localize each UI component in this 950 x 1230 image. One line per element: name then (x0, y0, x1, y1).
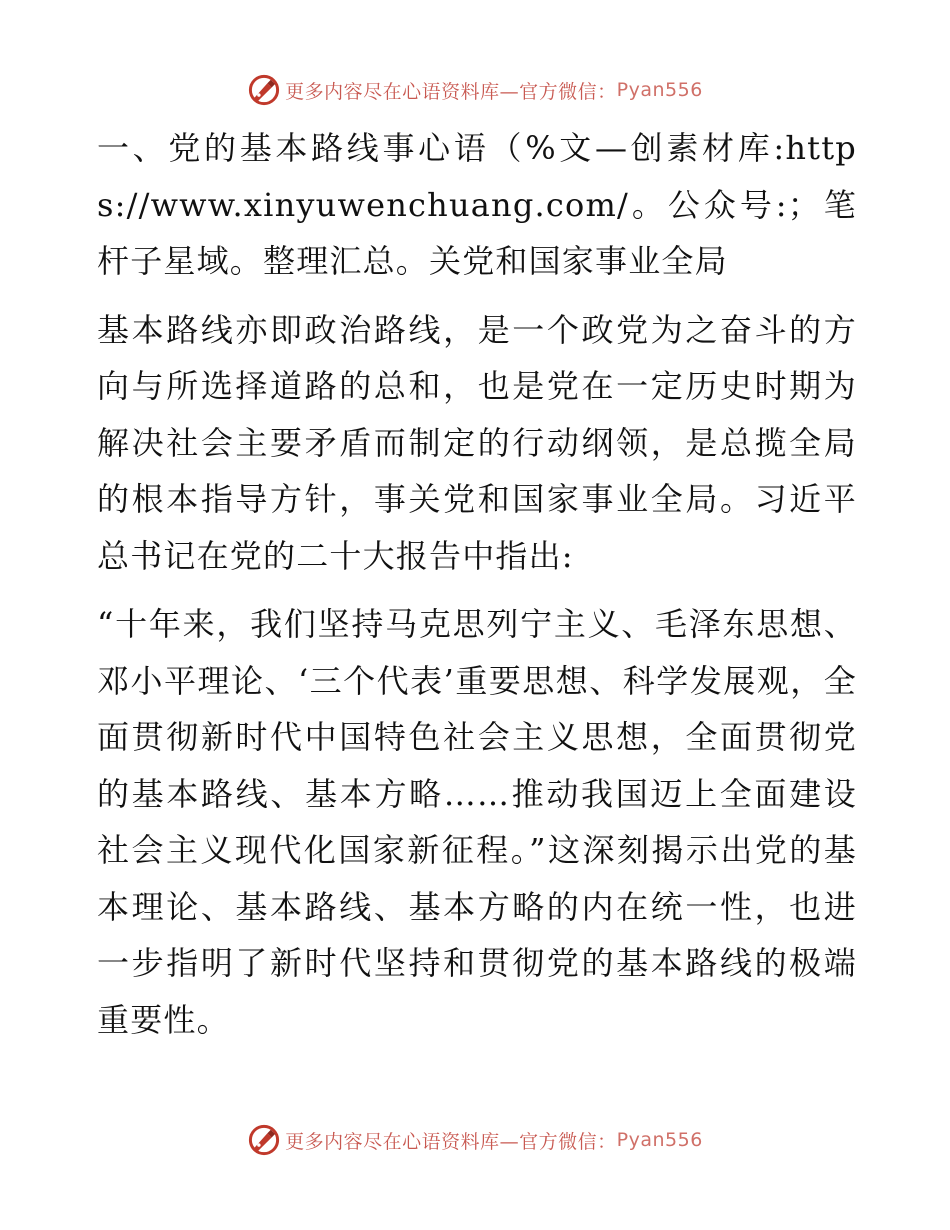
pen-logo-icon (247, 1123, 281, 1157)
paragraph-basic-line: 基本路线亦即政治路线，是一个政党为之奋斗的方向与所选择道路的总和，也是党在一定历史时期为解决社会主要矛盾而制定的行动纲领，是总揽全局的根本指导方针，事关党和国家事业全局。习近平总书记在党的二十大报告中指出: (97, 310, 857, 575)
watermark-id: Pyan556 (616, 79, 703, 101)
watermark-text: 更多内容尽在心语资料库—官方微信： (285, 1130, 617, 1153)
document-body (97, 120, 857, 1048)
watermark-text: 更多内容尽在心语资料库—官方微信： (285, 80, 617, 103)
watermark-id: Pyan556 (616, 1129, 703, 1151)
paragraph-heading: 一、党的基本路线事心语（%文—创素材库:https://www.xinyuwenchuang.com/。公众号:；笔杆子星域。整理汇总。关党和国家事业全局 (97, 129, 857, 280)
header-watermark (0, 70, 950, 110)
footer-watermark (0, 1120, 950, 1160)
pen-logo-icon (247, 73, 281, 107)
paragraph-quote: “十年来，我们坚持马克思列宁主义、毛泽东思想、邓小平理论、‘三个代表’重要思想、科学发展观，全面贯彻新时代中国特色社会主义思想，全面贯彻党的基本路线、基本方略……推动我国迈上全面建设社会主义现代化国家新征程。”这深刻揭示出党的基本理论、基本路线、基本方略的内在统一性，也进一步指明了新时代坚持和贯彻党的基本路线的极端重要性。 (97, 605, 857, 1039)
